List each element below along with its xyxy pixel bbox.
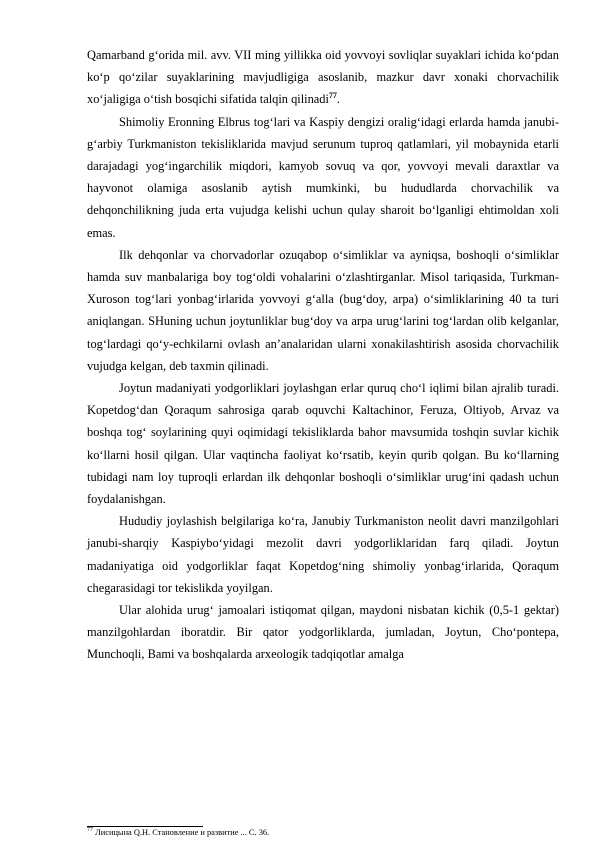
footnote	[87, 828, 269, 838]
document-body	[87, 44, 559, 666]
footnote-ref-77[interactable]: 77	[328, 91, 337, 101]
paragraph-1-tail: .	[336, 92, 341, 107]
footnote-divider	[87, 826, 203, 827]
paragraph-1-text: Qamarband g‘orida mil. avv. VII ming yillikka oid yovvoyi sovliqlar suyaklari ichida ko‘pdan ko‘p qo‘zilar suyaklarining mavjudligiga asoslanib, mazkur davr xonaki chorvachilik xo‘jaligiga o‘tish bosqichi sifatida talqin qilinadi	[87, 48, 559, 107]
footnote-text: Лисицына Q.Н. Становление и развитие ... С. 36.	[93, 828, 270, 837]
paragraph-2: Shimoliy Eronning Elbrus tog‘lari va Kaspiy dengizi oralig‘idagi erlarda hamda janubi-g‘arbiy Turkmaniston tekisliklarida mavjud serunum tuproq qatlamlari, yil mobaynida etarli darajadagi yog‘ingarchilik miqdori, kamyob sovuq va qor, yovvoyi mevali daraxtlar va hayvonot olamiga asoslanib aytish mumkinki, bu hududlarda chorvachilik va dehqonchilikning juda erta vujudga kelishi uchun qulay sharoit bo‘lganligi ehtimoldan xoli emas.	[87, 114, 559, 240]
paragraph-6: Ular alohida urug‘ jamoalari istiqomat qilgan, maydoni nisbatan kichik (0,5-1 gektar) manzilgohlardan iboratdir. Bir qator yodgorliklarda, jumladan, Joytun, Cho‘pontepa, Munchoqli, Bami va boshqalarda arxeologik tadqiqotlar amalga	[87, 603, 559, 662]
paragraph-4: Joytun madaniyati yodgorliklari joylashgan erlar quruq cho‘l iqlimi bilan ajralib turadi. Kopetdog‘dan Qoraqum sahrosiga qarab oquvchi Kaltachinor, Feruza, Oltiyob, Arvaz va boshqa tog‘ soylarining quyi oqimidagi tekisliklarda bahor mavsumida toshqin suvlar kichik ko‘llarni hosil qilgan. Ular vaqtincha faoliyat ko‘rsatib, keyin qurib qolgan. Bu ko‘llarning tubidagi nam loy tuproqli erlardan ilk dehqonlar boshoqli o‘simliklar urug‘ini qadash uchun foydalanishgan.	[87, 381, 559, 507]
paragraph-3: Ilk dehqonlar va chorvadorlar ozuqabop o‘simliklar va ayniqsa, boshoqli o‘simliklar hamda suv manbalariga boy tog‘oldi vohalarini o‘zlashtirganlar. Misol tariqasida, Turkman-Xuroson tog‘lari yonbag‘irlarida yovvoyi g‘alla (bug‘doy, arpa) o‘simliklarining 40 ta turi aniqlangan. SHuning uchun joytunliklar bug‘doy va arpa urug‘larini tog‘lardan olib kelganlar, tog‘lardagi qo‘y-echkilarni ovlash an’analaridan ularni xonakilashtirish asosida chorvachilik vujudga kelgan, deb taxmin qilinadi.	[87, 247, 559, 373]
paragraph-1	[87, 44, 559, 111]
footnote-number: 77	[87, 827, 93, 834]
paragraph-5: Hududiy joylashish belgilariga ko‘ra, Janubiy Turkmaniston neolit davri manzilgohlari janubi-sharqiy Kaspiybo‘yidagi mezolit davri yodgorliklaridan farq qiladi. Joytun madaniyatiga oid yodgorliklar faqat Kopetdog‘ning shimoliy yonbag‘irlarida, Qoraqum chegarasidagi tor tekislikda yoyilgan.	[87, 514, 559, 595]
